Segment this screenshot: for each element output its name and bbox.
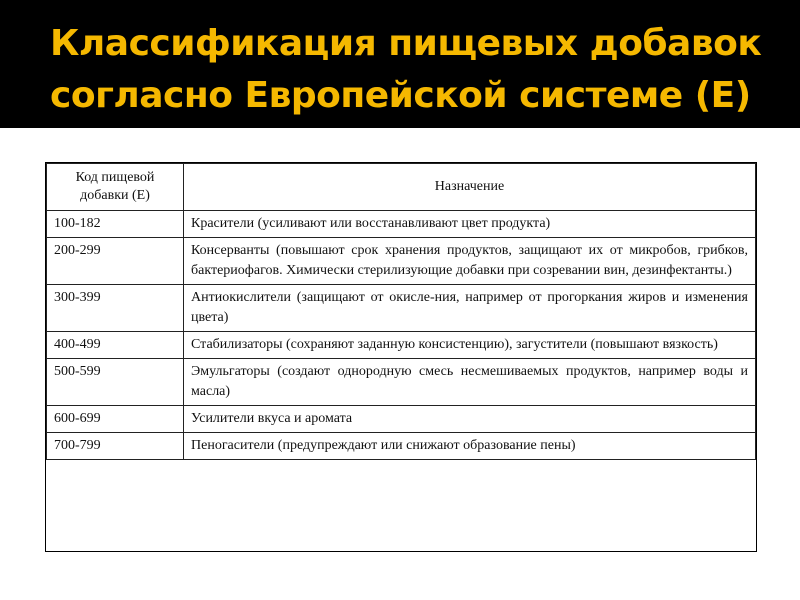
row-code: 400-499 (47, 332, 184, 359)
row-code: 700-799 (47, 433, 184, 460)
header-purpose: Назначение (184, 164, 756, 211)
row-purpose: Консерванты (повышают срок хранения продуктов, защищают их от микробов, грибков, бактериофагов. Химически стерилизующие добавки при созревании вин, дезинфектанты.) (184, 238, 756, 285)
table-row (47, 211, 756, 238)
row-purpose: Эмульгаторы (создают однородную смесь несмешиваемых продуктов, например воды и масла) (184, 359, 756, 406)
table-header-row (47, 164, 756, 211)
row-purpose: Антиокислители (защищают от окисле-ния, например от прогоркания жиров и изменения цвета) (184, 285, 756, 332)
table-row (47, 285, 756, 332)
title-line-2: согласно Европейской системе (Е) (50, 75, 751, 116)
page-title (50, 18, 770, 122)
table-row (47, 359, 756, 406)
row-code: 200-299 (47, 238, 184, 285)
table-row (47, 406, 756, 433)
table-row (47, 433, 756, 460)
row-purpose: Стабилизаторы (сохраняют заданную консистенцию), загустители (повышают вязкость) (184, 332, 756, 359)
row-purpose: Усилители вкуса и аромата (184, 406, 756, 433)
table-row (47, 238, 756, 285)
row-code: 300-399 (47, 285, 184, 332)
title-line-1: Классификация пищевых добавок (50, 23, 762, 64)
table-frame (45, 162, 757, 552)
header-code: Код пищевой добавки (Е) (47, 164, 184, 211)
row-code: 100-182 (47, 211, 184, 238)
table-row (47, 332, 756, 359)
row-purpose: Красители (усиливают или восстанавливают цвет продукта) (184, 211, 756, 238)
row-purpose: Пеногасители (предупреждают или снижают образование пены) (184, 433, 756, 460)
row-code: 600-699 (47, 406, 184, 433)
classification-table (46, 163, 756, 460)
row-code: 500-599 (47, 359, 184, 406)
